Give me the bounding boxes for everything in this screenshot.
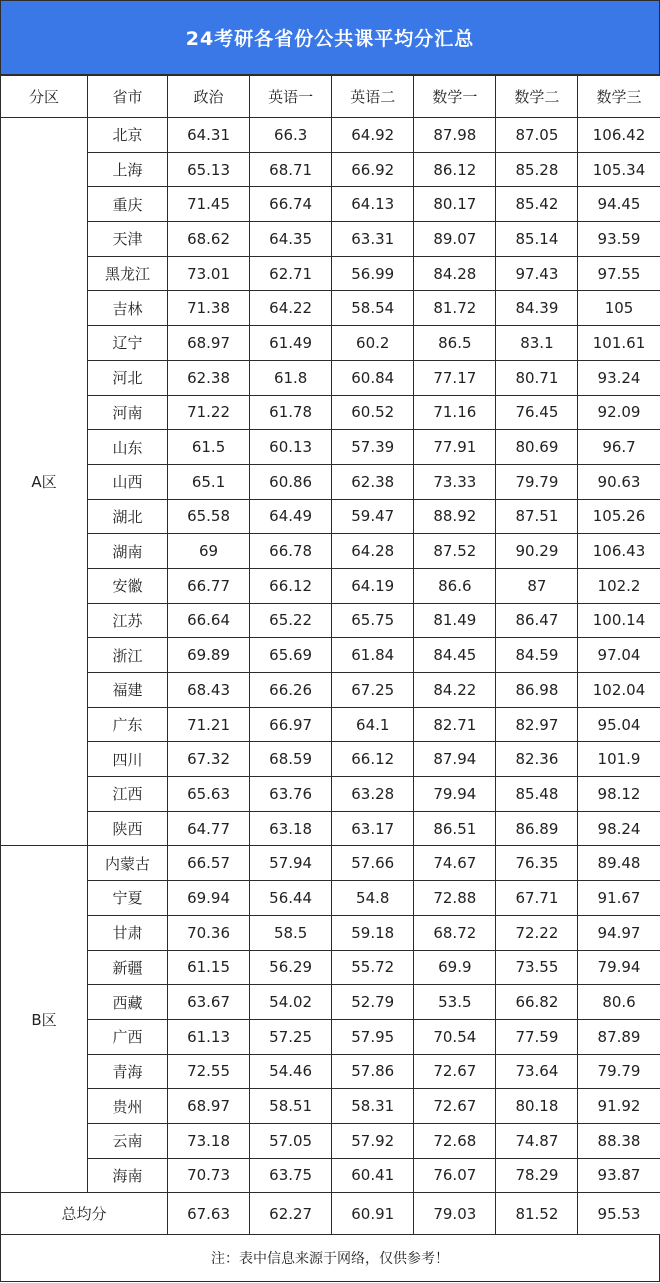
score-cell: 56.99	[332, 256, 414, 291]
table-row	[1, 568, 660, 603]
score-cell: 67.71	[496, 881, 578, 916]
score-cell: 81.72	[414, 291, 496, 326]
score-cell: 63.28	[332, 777, 414, 812]
score-cell: 61.8	[250, 360, 332, 395]
score-cell: 79.79	[578, 1054, 660, 1089]
score-cell: 69.9	[414, 950, 496, 985]
score-cell: 61.15	[168, 950, 250, 985]
score-cell: 87.05	[496, 118, 578, 153]
score-cell: 82.97	[496, 707, 578, 742]
average-row	[1, 1193, 660, 1235]
score-cell: 58.54	[332, 291, 414, 326]
score-cell: 65.75	[332, 603, 414, 638]
score-cell: 84.59	[496, 638, 578, 673]
score-cell: 86.89	[496, 811, 578, 846]
province-name: 河北	[88, 360, 168, 395]
score-cell: 84.28	[414, 256, 496, 291]
score-cell: 88.38	[578, 1123, 660, 1158]
province-name: 广西	[88, 1019, 168, 1054]
province-name: 湖南	[88, 534, 168, 569]
table-row	[1, 256, 660, 291]
province-name: 江苏	[88, 603, 168, 638]
score-cell: 85.42	[496, 187, 578, 222]
score-cell: 77.17	[414, 360, 496, 395]
province-name: 广东	[88, 707, 168, 742]
score-cell: 66.26	[250, 673, 332, 708]
score-cell: 70.73	[168, 1158, 250, 1193]
score-cell: 77.59	[496, 1019, 578, 1054]
score-cell: 64.22	[250, 291, 332, 326]
province-name: 山东	[88, 430, 168, 465]
score-cell: 60.41	[332, 1158, 414, 1193]
score-cell: 100.14	[578, 603, 660, 638]
score-cell: 105.26	[578, 499, 660, 534]
score-cell: 67.32	[168, 742, 250, 777]
province-name: 天津	[88, 222, 168, 257]
header-row	[1, 76, 660, 118]
average-cell: 60.91	[332, 1193, 414, 1235]
score-cell: 98.12	[578, 777, 660, 812]
score-cell: 72.88	[414, 881, 496, 916]
province-name: 吉林	[88, 291, 168, 326]
score-cell: 58.51	[250, 1089, 332, 1124]
province-name: 河南	[88, 395, 168, 430]
table-row	[1, 395, 660, 430]
average-cell: 79.03	[414, 1193, 496, 1235]
score-cell: 64.1	[332, 707, 414, 742]
score-cell: 80.17	[414, 187, 496, 222]
score-cell: 58.5	[250, 915, 332, 950]
score-cell: 64.92	[332, 118, 414, 153]
score-cell: 71.45	[168, 187, 250, 222]
table-row	[1, 915, 660, 950]
score-cell: 84.22	[414, 673, 496, 708]
score-cell: 58.31	[332, 1089, 414, 1124]
score-cell: 81.49	[414, 603, 496, 638]
table-row	[1, 326, 660, 361]
score-cell: 84.45	[414, 638, 496, 673]
table-row	[1, 742, 660, 777]
score-cell: 89.07	[414, 222, 496, 257]
score-cell: 85.28	[496, 152, 578, 187]
score-cell: 63.17	[332, 811, 414, 846]
score-cell: 80.6	[578, 985, 660, 1020]
table-title: 24考研各省份公共课平均分汇总	[0, 0, 660, 75]
score-cell: 68.97	[168, 326, 250, 361]
table-row	[1, 846, 660, 881]
score-cell: 73.33	[414, 464, 496, 499]
province-name: 湖北	[88, 499, 168, 534]
province-name: 北京	[88, 118, 168, 153]
province-name: 浙江	[88, 638, 168, 673]
score-cell: 90.29	[496, 534, 578, 569]
score-cell: 64.28	[332, 534, 414, 569]
score-cell: 64.31	[168, 118, 250, 153]
score-cell: 63.18	[250, 811, 332, 846]
header-english-1: 英语一	[250, 76, 332, 118]
score-cell: 72.22	[496, 915, 578, 950]
score-cell: 57.39	[332, 430, 414, 465]
score-cell: 67.25	[332, 673, 414, 708]
score-cell: 98.24	[578, 811, 660, 846]
header-province: 省市	[88, 76, 168, 118]
province-name: 云南	[88, 1123, 168, 1158]
score-cell: 80.69	[496, 430, 578, 465]
score-cell: 68.59	[250, 742, 332, 777]
score-cell: 53.5	[414, 985, 496, 1020]
score-cell: 57.95	[332, 1019, 414, 1054]
score-cell: 64.49	[250, 499, 332, 534]
score-cell: 105	[578, 291, 660, 326]
score-cell: 68.43	[168, 673, 250, 708]
score-cell: 97.55	[578, 256, 660, 291]
score-cell: 65.22	[250, 603, 332, 638]
score-cell: 68.72	[414, 915, 496, 950]
header-math-3: 数学三	[578, 76, 660, 118]
score-cell: 61.84	[332, 638, 414, 673]
score-cell: 93.87	[578, 1158, 660, 1193]
score-cell: 60.52	[332, 395, 414, 430]
score-cell: 66.64	[168, 603, 250, 638]
score-cell: 65.69	[250, 638, 332, 673]
score-cell: 80.18	[496, 1089, 578, 1124]
score-cell: 52.79	[332, 985, 414, 1020]
score-cell: 87.89	[578, 1019, 660, 1054]
score-cell: 60.2	[332, 326, 414, 361]
score-cell: 54.46	[250, 1054, 332, 1089]
score-cell: 66.12	[250, 568, 332, 603]
score-cell: 71.38	[168, 291, 250, 326]
score-cell: 86.12	[414, 152, 496, 187]
score-cell: 74.87	[496, 1123, 578, 1158]
table-row	[1, 464, 660, 499]
score-cell: 73.64	[496, 1054, 578, 1089]
score-cell: 63.76	[250, 777, 332, 812]
score-cell: 85.48	[496, 777, 578, 812]
province-name: 福建	[88, 673, 168, 708]
score-cell: 93.59	[578, 222, 660, 257]
score-cell: 101.61	[578, 326, 660, 361]
average-label: 总均分	[1, 1193, 168, 1235]
province-name: 贵州	[88, 1089, 168, 1124]
score-cell: 74.67	[414, 846, 496, 881]
table-row	[1, 673, 660, 708]
province-name: 新疆	[88, 950, 168, 985]
score-cell: 105.34	[578, 152, 660, 187]
score-cell: 66.97	[250, 707, 332, 742]
table-row	[1, 881, 660, 916]
score-cell: 64.35	[250, 222, 332, 257]
province-name: 四川	[88, 742, 168, 777]
score-cell: 64.77	[168, 811, 250, 846]
score-cell: 65.58	[168, 499, 250, 534]
province-name: 陕西	[88, 811, 168, 846]
score-cell: 65.13	[168, 152, 250, 187]
score-cell: 76.45	[496, 395, 578, 430]
score-cell: 89.48	[578, 846, 660, 881]
score-cell: 65.1	[168, 464, 250, 499]
score-cell: 66.57	[168, 846, 250, 881]
score-cell: 106.43	[578, 534, 660, 569]
score-cell: 66.92	[332, 152, 414, 187]
score-cell: 61.49	[250, 326, 332, 361]
table-row	[1, 291, 660, 326]
score-cell: 76.35	[496, 846, 578, 881]
score-cell: 71.21	[168, 707, 250, 742]
score-cell: 76.07	[414, 1158, 496, 1193]
score-cell: 57.94	[250, 846, 332, 881]
table-row	[1, 222, 660, 257]
score-cell: 92.09	[578, 395, 660, 430]
score-cell: 68.71	[250, 152, 332, 187]
province-name: 海南	[88, 1158, 168, 1193]
score-cell: 69.94	[168, 881, 250, 916]
score-cell: 95.04	[578, 707, 660, 742]
score-cell: 94.45	[578, 187, 660, 222]
province-name: 辽宁	[88, 326, 168, 361]
score-cell: 69	[168, 534, 250, 569]
score-cell: 57.86	[332, 1054, 414, 1089]
score-cell: 97.43	[496, 256, 578, 291]
header-zone: 分区	[1, 76, 88, 118]
province-name: 宁夏	[88, 881, 168, 916]
score-cell: 61.78	[250, 395, 332, 430]
table-row	[1, 152, 660, 187]
score-cell: 70.54	[414, 1019, 496, 1054]
score-cell: 79.94	[414, 777, 496, 812]
score-cell: 87.94	[414, 742, 496, 777]
score-cell: 54.02	[250, 985, 332, 1020]
score-cell: 62.71	[250, 256, 332, 291]
score-cell: 86.5	[414, 326, 496, 361]
score-cell: 72.67	[414, 1089, 496, 1124]
score-cell: 87.51	[496, 499, 578, 534]
table-row	[1, 1158, 660, 1193]
score-cell: 70.36	[168, 915, 250, 950]
score-cell: 82.71	[414, 707, 496, 742]
table-row	[1, 499, 660, 534]
score-cell: 60.13	[250, 430, 332, 465]
score-cell: 72.67	[414, 1054, 496, 1089]
score-cell: 86.51	[414, 811, 496, 846]
score-cell: 60.84	[332, 360, 414, 395]
average-cell: 81.52	[496, 1193, 578, 1235]
province-name: 上海	[88, 152, 168, 187]
score-cell: 55.72	[332, 950, 414, 985]
score-cell: 86.47	[496, 603, 578, 638]
score-cell: 106.42	[578, 118, 660, 153]
score-cell: 57.92	[332, 1123, 414, 1158]
average-cell: 62.27	[250, 1193, 332, 1235]
province-name: 甘肃	[88, 915, 168, 950]
score-cell: 57.05	[250, 1123, 332, 1158]
province-name: 内蒙古	[88, 846, 168, 881]
score-cell: 85.14	[496, 222, 578, 257]
score-cell: 79.79	[496, 464, 578, 499]
score-cell: 87.52	[414, 534, 496, 569]
score-cell: 62.38	[332, 464, 414, 499]
table-row	[1, 707, 660, 742]
table-row	[1, 430, 660, 465]
province-name: 黑龙江	[88, 256, 168, 291]
table-row	[1, 985, 660, 1020]
table-body	[1, 118, 660, 1193]
score-cell: 59.47	[332, 499, 414, 534]
score-cell: 91.67	[578, 881, 660, 916]
score-table	[0, 75, 660, 1235]
average-cell: 95.53	[578, 1193, 660, 1235]
province-name: 安徽	[88, 568, 168, 603]
score-cell: 66.78	[250, 534, 332, 569]
score-cell: 90.63	[578, 464, 660, 499]
score-cell: 78.29	[496, 1158, 578, 1193]
score-cell: 82.36	[496, 742, 578, 777]
score-cell: 57.66	[332, 846, 414, 881]
table-row	[1, 638, 660, 673]
score-cell: 68.62	[168, 222, 250, 257]
score-cell: 87	[496, 568, 578, 603]
score-cell: 88.92	[414, 499, 496, 534]
source-note: 注：表中信息来源于网络，仅供参考！	[0, 1235, 660, 1282]
zone-label: B区	[1, 846, 88, 1193]
score-cell: 65.63	[168, 777, 250, 812]
header-math-1: 数学一	[414, 76, 496, 118]
score-cell: 56.44	[250, 881, 332, 916]
zone-label: A区	[1, 118, 88, 846]
score-cell: 97.04	[578, 638, 660, 673]
score-cell: 102.04	[578, 673, 660, 708]
score-cell: 87.98	[414, 118, 496, 153]
score-cell: 66.77	[168, 568, 250, 603]
province-name: 山西	[88, 464, 168, 499]
province-name: 青海	[88, 1054, 168, 1089]
score-cell: 84.39	[496, 291, 578, 326]
score-cell: 68.97	[168, 1089, 250, 1124]
table-row	[1, 950, 660, 985]
score-cell: 72.68	[414, 1123, 496, 1158]
score-cell: 56.29	[250, 950, 332, 985]
score-cell: 64.19	[332, 568, 414, 603]
score-cell: 72.55	[168, 1054, 250, 1089]
table-row	[1, 534, 660, 569]
score-cell: 61.13	[168, 1019, 250, 1054]
score-cell: 63.67	[168, 985, 250, 1020]
score-cell: 64.13	[332, 187, 414, 222]
header-math-2: 数学二	[496, 76, 578, 118]
score-cell: 66.74	[250, 187, 332, 222]
score-cell: 66.82	[496, 985, 578, 1020]
header-politics: 政治	[168, 76, 250, 118]
table-row	[1, 1089, 660, 1124]
score-cell: 54.8	[332, 881, 414, 916]
score-cell: 73.01	[168, 256, 250, 291]
score-cell: 102.2	[578, 568, 660, 603]
score-cell: 66.12	[332, 742, 414, 777]
score-cell: 86.98	[496, 673, 578, 708]
header-english-2: 英语二	[332, 76, 414, 118]
table-header	[1, 76, 660, 118]
score-cell: 101.9	[578, 742, 660, 777]
table-row	[1, 1019, 660, 1054]
score-cell: 62.38	[168, 360, 250, 395]
table-row	[1, 1054, 660, 1089]
table-row	[1, 360, 660, 395]
score-cell: 79.94	[578, 950, 660, 985]
province-name: 重庆	[88, 187, 168, 222]
table-row	[1, 118, 660, 153]
score-cell: 94.97	[578, 915, 660, 950]
province-name: 西藏	[88, 985, 168, 1020]
score-cell: 60.86	[250, 464, 332, 499]
score-cell: 73.55	[496, 950, 578, 985]
table-row	[1, 811, 660, 846]
score-cell: 91.92	[578, 1089, 660, 1124]
table-row	[1, 1123, 660, 1158]
average-cell: 67.63	[168, 1193, 250, 1235]
score-cell: 63.75	[250, 1158, 332, 1193]
score-cell: 73.18	[168, 1123, 250, 1158]
score-cell: 71.16	[414, 395, 496, 430]
score-cell: 61.5	[168, 430, 250, 465]
score-cell: 77.91	[414, 430, 496, 465]
table-row	[1, 187, 660, 222]
score-cell: 86.6	[414, 568, 496, 603]
score-cell: 83.1	[496, 326, 578, 361]
score-cell: 59.18	[332, 915, 414, 950]
province-name: 江西	[88, 777, 168, 812]
score-cell: 71.22	[168, 395, 250, 430]
score-cell: 66.3	[250, 118, 332, 153]
score-cell: 69.89	[168, 638, 250, 673]
score-cell: 63.31	[332, 222, 414, 257]
score-cell: 96.7	[578, 430, 660, 465]
table-row	[1, 603, 660, 638]
table-row	[1, 777, 660, 812]
score-cell: 57.25	[250, 1019, 332, 1054]
score-cell: 80.71	[496, 360, 578, 395]
score-cell: 93.24	[578, 360, 660, 395]
